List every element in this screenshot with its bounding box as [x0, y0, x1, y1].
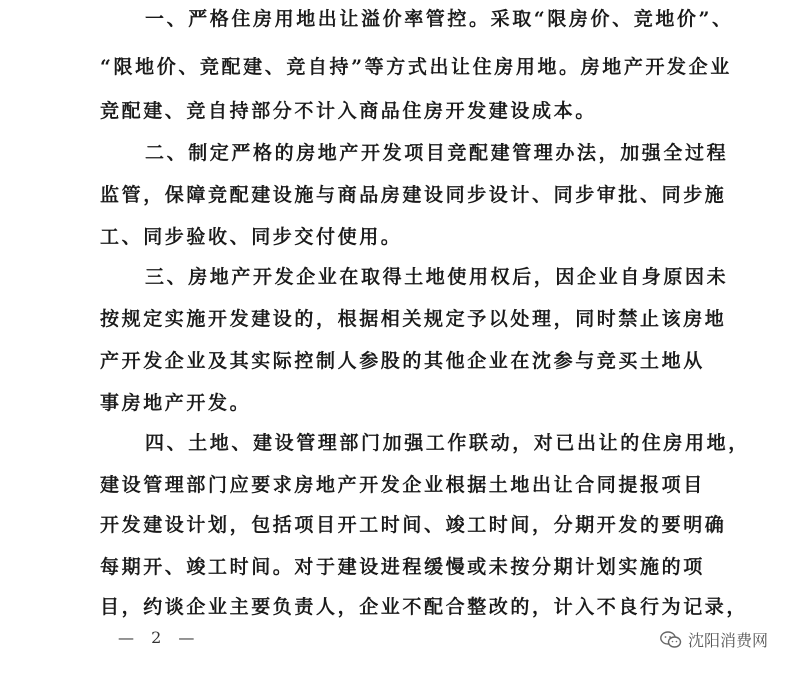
- wechat-icon: [660, 631, 682, 649]
- page-number: — 2 —: [118, 628, 201, 647]
- text-line: 四、土地、建设管理部门加强工作联动，对已出让的住房用地，: [145, 432, 750, 454]
- text-line: 目，约谈企业主要负责人，企业不配合整改的，计入不良行为记录，: [100, 596, 749, 618]
- text-line: 工、同步验收、同步交付使用。: [100, 226, 403, 248]
- watermark-text: 沈阳消费网: [687, 631, 768, 650]
- text-line: 事房地产开发。: [100, 392, 252, 414]
- watermark: [660, 628, 768, 651]
- text-line: 建设管理部门应要求房地产开发企业根据土地出让合同提报项目: [100, 474, 705, 496]
- text-line: 按规定实施开发建设的，根据相关规定予以处理，同时禁止该房地: [100, 308, 727, 330]
- text-line: 产开发企业及其实际控制人参股的其他企业在沈参与竞买土地从: [100, 350, 705, 372]
- text-line: 一、严格住房用地出让溢价率管控。采取“限房价、竞地价”、: [145, 8, 734, 30]
- text-line: 每期开、竣工时间。对于建设进程缓慢或未按分期计划实施的项: [100, 556, 705, 578]
- text-line: 竞配建、竞自持部分不计入商品住房开发建设成本。: [100, 100, 597, 122]
- text-line: 监管，保障竞配建设施与商品房建设同步设计、同步审批、同步施: [100, 184, 727, 206]
- text-line: 二、制定严格的房地产开发项目竞配建管理办法，加强全过程: [145, 142, 729, 164]
- text-line: 三、房地产开发企业在取得土地使用权后，因企业自身原因未: [145, 266, 729, 288]
- text-line: “限地价、竞配建、竞自持”等方式出让住房用地。房地产开发企业: [100, 56, 732, 78]
- text-line: 开发建设计划，包括项目开工时间、竣工时间，分期开发的要明确: [100, 514, 727, 536]
